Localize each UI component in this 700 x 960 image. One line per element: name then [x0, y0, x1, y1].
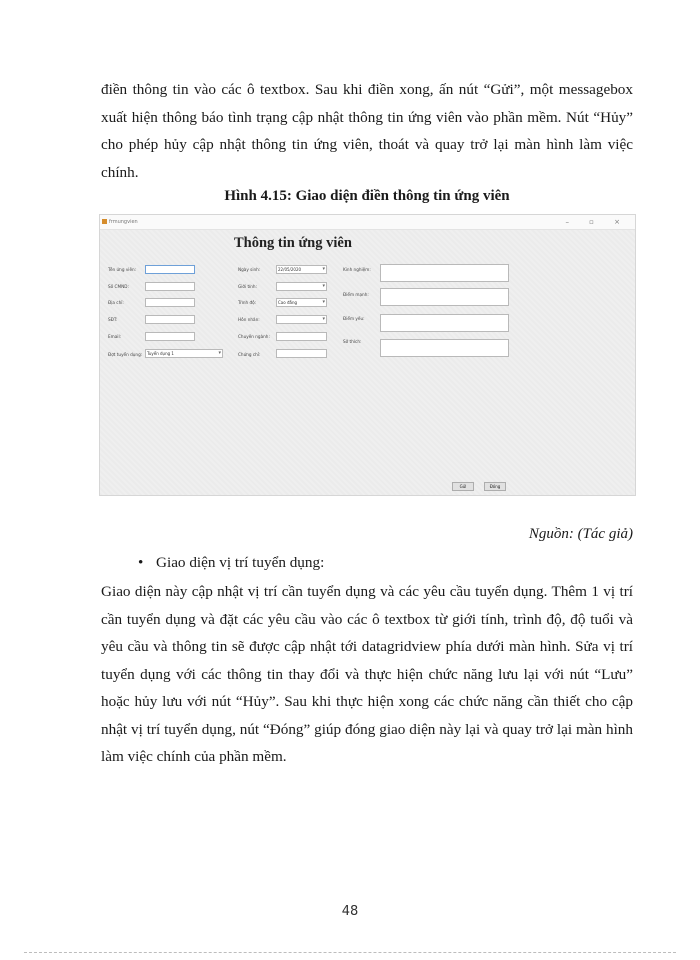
window-titlebar: [100, 215, 635, 230]
select-trinh-do[interactable]: Cao đẳng ▾: [276, 298, 327, 307]
label-trinh-do: Trình độ:: [238, 300, 257, 305]
label-ten-ung-vien: Tên ứng viên:: [108, 267, 137, 272]
select-gioi-tinh[interactable]: [276, 282, 327, 291]
select-dot-tuyen-dung[interactable]: Tuyển dụng 1 ▾: [145, 349, 223, 358]
textarea-so-thich[interactable]: [380, 339, 509, 357]
bullet-text: Giao diện vị trí tuyển dụng:: [156, 554, 325, 571]
send-button[interactable]: Gửi: [452, 482, 474, 491]
close-button[interactable]: Đóng: [484, 482, 506, 491]
label-diem-yeu: Điểm yếu:: [343, 316, 365, 321]
label-kinh-nghiem: Kinh nghiệm:: [343, 267, 371, 272]
figure-caption: Hình 4.15: Giao diện điền thông tin ứng viên: [224, 188, 510, 204]
input-chuyen-nganh[interactable]: [276, 332, 327, 341]
paragraph-intro: điền thông tin vào các ô textbox. Sau khi điền xong, ấn nút “Gửi”, một messagebox xuất hiện thông báo tình trạng cập nhật thông tin ứng viên vào phần mềm. Nút “Hủy” cho phép hủy cập nhật thông tin ứng viên, thoát và quay trở lại màn hình làm việc chính.: [101, 81, 633, 181]
textarea-diem-yeu[interactable]: [380, 314, 509, 332]
select-hon-nhan[interactable]: [276, 315, 327, 324]
label-so-thich: Sở thích:: [343, 339, 362, 344]
app-icon: [102, 219, 107, 224]
input-chung-chi[interactable]: [276, 349, 327, 358]
candidate-form-screenshot: [99, 214, 636, 496]
window-title: frmungvien: [109, 219, 138, 225]
input-dia-chi[interactable]: [145, 298, 195, 307]
form-title: Thông tin ứng viên: [234, 235, 352, 251]
label-diem-manh: Điểm mạnh:: [343, 292, 369, 297]
label-so-cmnd: Số CMND:: [108, 284, 129, 289]
input-ten-ung-vien[interactable]: [145, 265, 195, 274]
input-so-cmnd[interactable]: [145, 282, 195, 291]
bottom-divider: [24, 952, 676, 953]
input-sdt[interactable]: [145, 315, 195, 324]
date-ngay-sinh[interactable]: 22/05/2020 ▾: [276, 265, 327, 274]
label-dia-chi: Địa chỉ:: [108, 300, 124, 305]
window-controls[interactable]: – ▫ ×: [565, 218, 629, 226]
textarea-diem-manh[interactable]: [380, 288, 509, 306]
label-email: Email:: [108, 334, 122, 339]
label-dot-tuyen-dung: Đợt tuyển dụng:: [108, 352, 143, 357]
bullet-icon: •: [138, 554, 144, 571]
paragraph-recruitment: Giao diện này cập nhật vị trí cần tuyển dụng và các yêu cầu tuyển dụng. Thêm 1 vị trí cần tuyển dụng và đặt các yêu cầu vào các ô textbox từ giới tính, trình độ, độ tuổi và yêu cầu và thông tin sẽ được cập nhật tới datagridview phía dưới màn hình. Sửa vị trí tuyển dụng với các thông tin thay đổi và thực hiện chức năng lưu lại với nút “Lưu” hoặc hủy lưu với nút “Hủy”. Sau khi thực hiện xong các chức năng cần thiết cho cập nhật vị trí tuyển dụng, nút “Đóng” giúp đóng giao diện này lại và quay trở lại màn hình làm việc chính của phần mềm.: [101, 583, 633, 765]
label-chung-chi: Chứng chỉ:: [238, 352, 261, 357]
label-chuyen-nganh: Chuyên ngành:: [238, 334, 270, 339]
label-sdt: SĐT:: [108, 317, 118, 322]
source-note: Nguồn: (Tác giả): [528, 526, 633, 542]
bullet-item: [138, 554, 324, 572]
label-hon-nhan: Hôn nhân:: [238, 317, 260, 322]
page-number: 48: [341, 904, 359, 919]
label-ngay-sinh: Ngày sinh:: [238, 267, 261, 272]
textarea-kinh-nghiem[interactable]: [380, 264, 509, 282]
input-email[interactable]: [145, 332, 195, 341]
label-gioi-tinh: Giới tính:: [238, 284, 257, 289]
